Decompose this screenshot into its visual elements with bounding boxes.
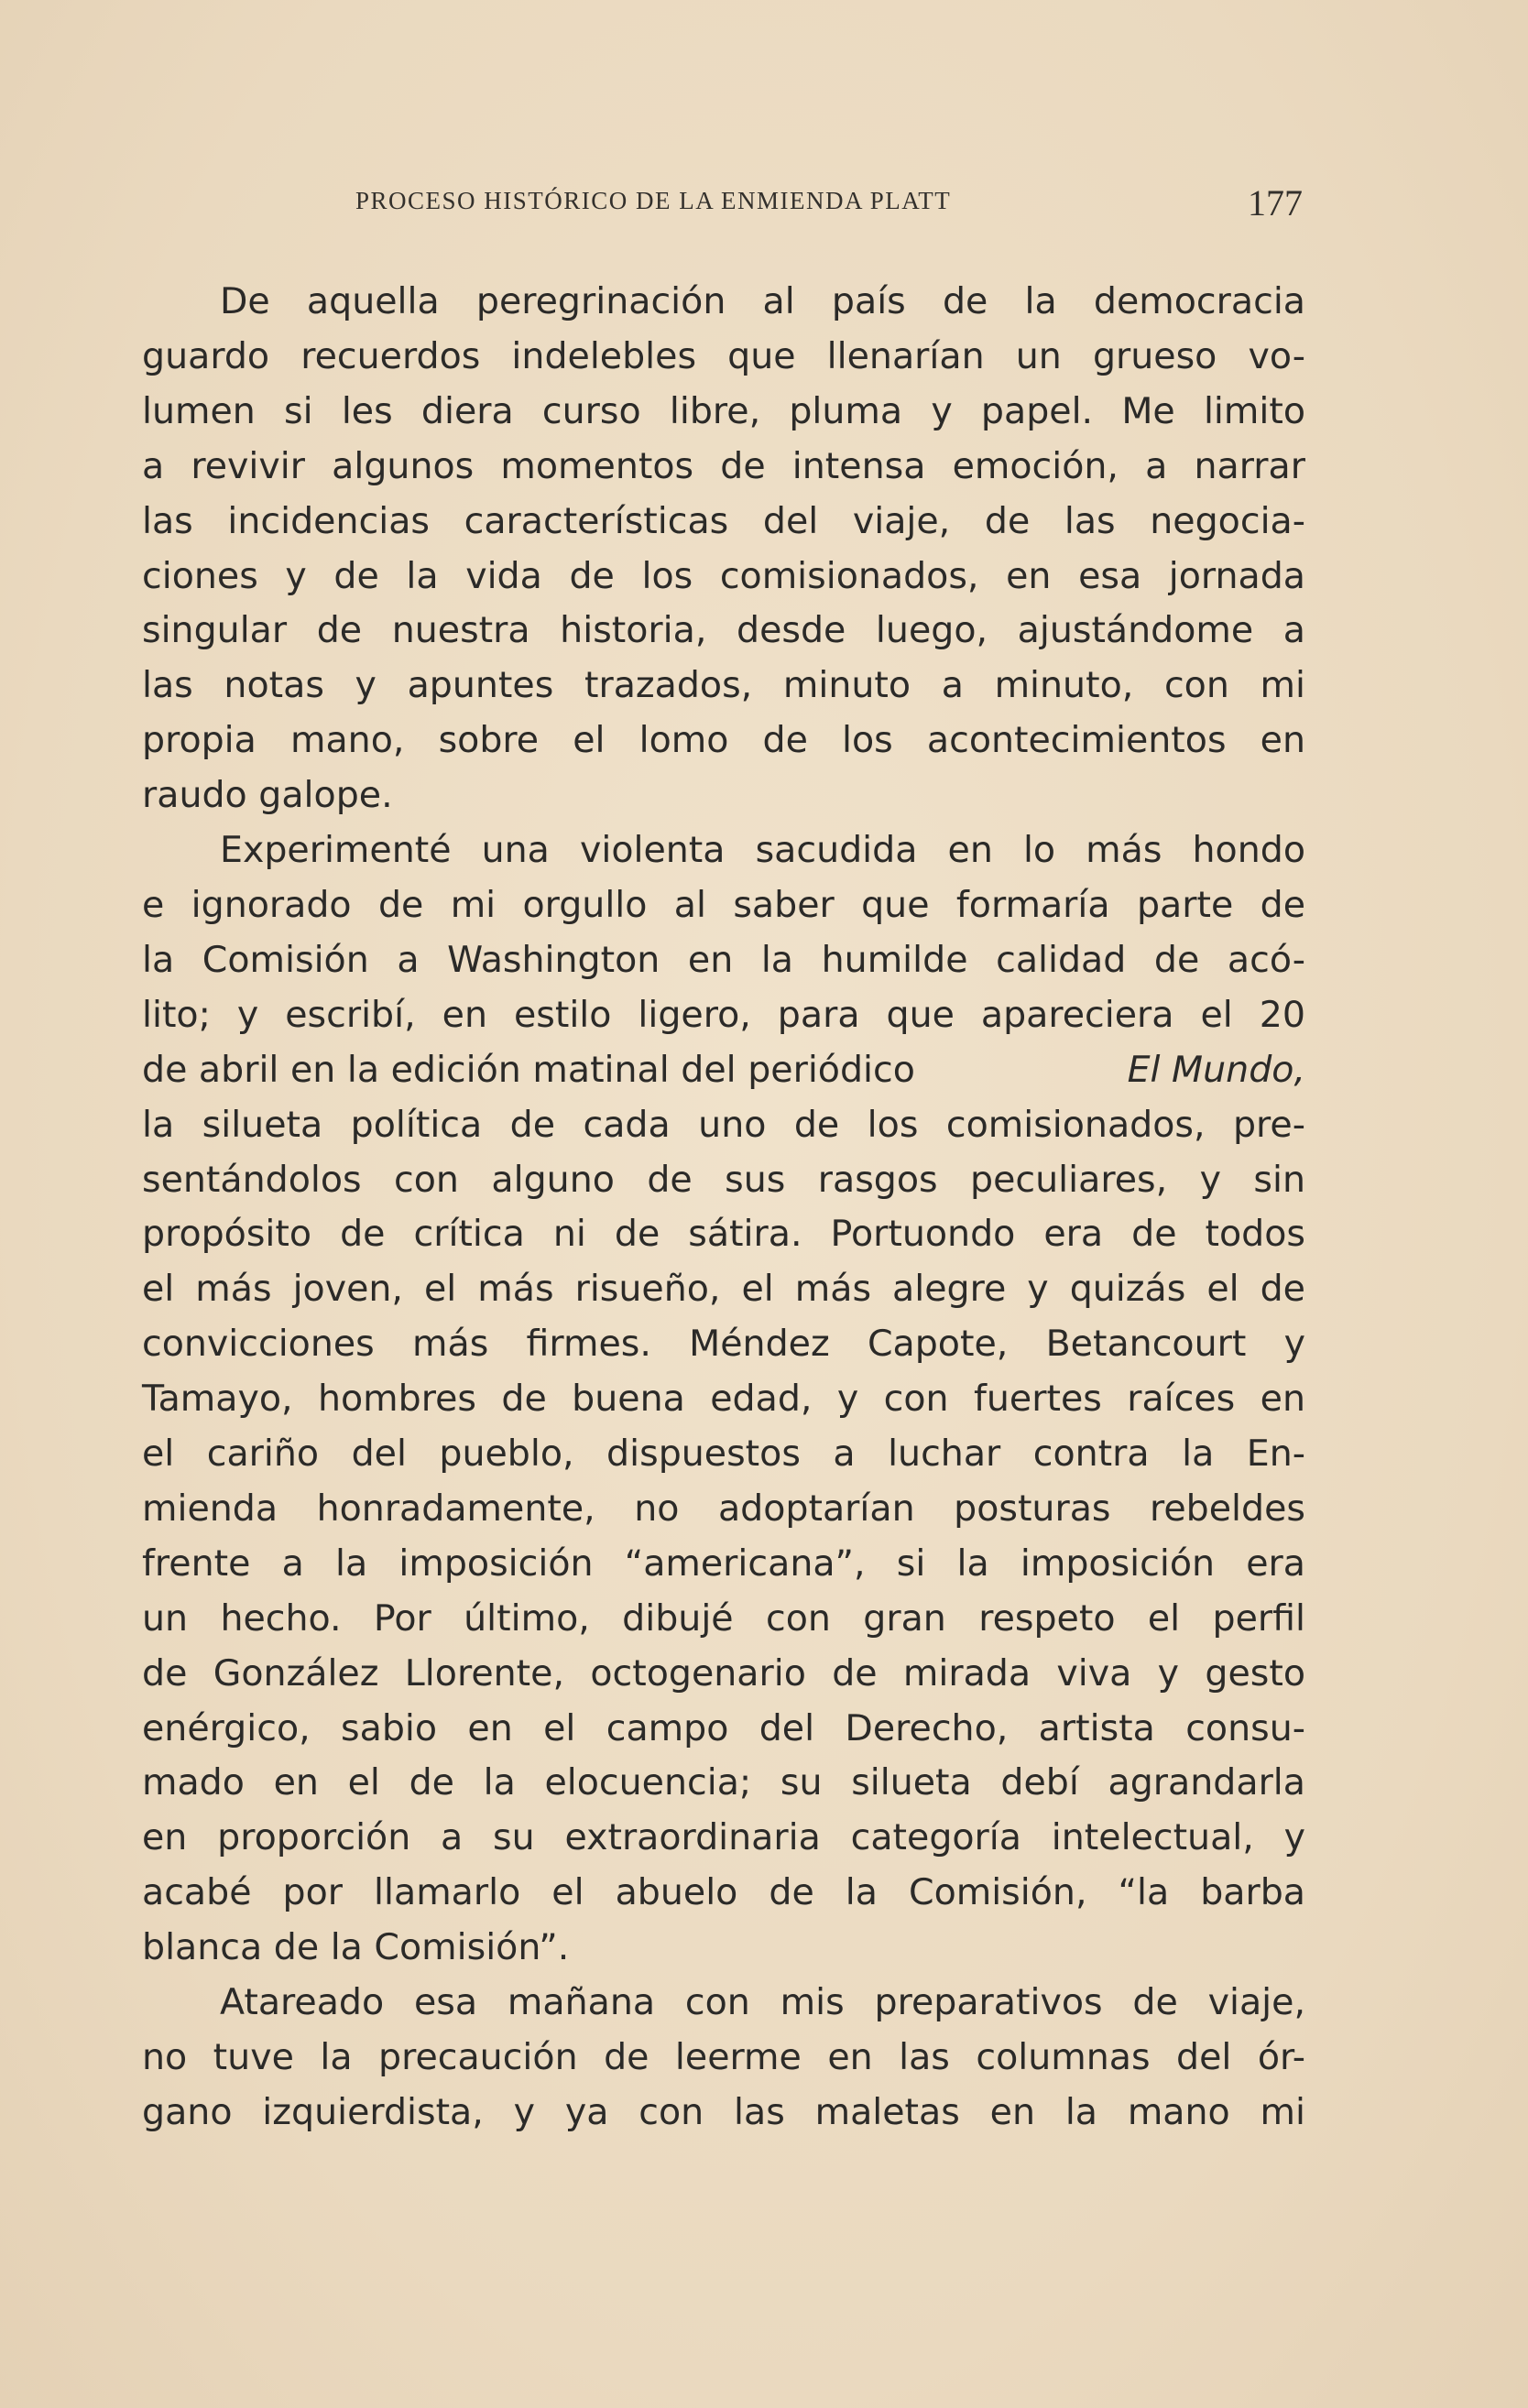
- text-line: de González Llorente, octogenario de mirada viva y gesto: [142, 1651, 1305, 1694]
- text-line: lito; y escribí, en estilo ligero, para que apareciera el 20: [142, 993, 1305, 1036]
- text-line: propósito de crítica ni de sátira. Portuondo era de todos: [142, 1213, 1305, 1256]
- text-line: gano izquierdista, y ya con las maletas en la mano mi: [142, 2090, 1305, 2133]
- text-line: a revivir algunos momentos de intensa emoción, a narrar: [142, 444, 1305, 487]
- text-line: no tuve la precaución de leerme en las columnas del ór-: [142, 2036, 1305, 2078]
- text-line: sentándolos con alguno de sus rasgos peculiares, y sin: [142, 1158, 1305, 1201]
- text-line: un hecho. Por último, dibujé con gran respeto el perfil: [142, 1596, 1305, 1640]
- text-line: la Comisión a Washington en la humilde calidad de acó-: [142, 938, 1305, 981]
- text-line: en proporción a su extraordinaria categoría intelectual, y: [142, 1816, 1305, 1859]
- text-line: Tamayo, hombres de buena edad, y con fuertes raíces en: [142, 1378, 1305, 1421]
- text-line: el más joven, el más risueño, el más alegre y quizás el de: [142, 1268, 1305, 1311]
- text-line: e ignorado de mi orgullo al saber que formaría parte de: [142, 883, 1305, 926]
- text-line: blanca de la Comisión”.: [142, 1926, 570, 1969]
- text-line: acabé por llamarlo el abuelo de la Comisión, “la barba: [142, 1871, 1305, 1914]
- text-line: mado en el de la elocuencia; su silueta debí agrandarla: [142, 1761, 1305, 1804]
- text-line: Experimenté una violenta sacudida en lo más hondo: [220, 829, 1305, 872]
- text-line: frente a la imposición “americana”, si la imposición era: [142, 1542, 1305, 1585]
- text-line: raudo galope.: [142, 774, 393, 817]
- text-line: lumen si les diera curso libre, pluma y papel. Me limito: [142, 389, 1305, 432]
- text-line: el cariño del pueblo, dispuestos a luchar contra la En-: [142, 1433, 1305, 1476]
- running-header: [142, 181, 1305, 227]
- text-line: singular de nuestra historia, desde luego, ajustándome a: [142, 609, 1305, 652]
- text-line: [142, 1043, 1305, 1098]
- text-line: mienda honradamente, no adoptarían posturas rebeldes: [142, 1487, 1305, 1530]
- paragraph: [142, 823, 1305, 1976]
- body-text: [142, 275, 1305, 2141]
- text-line: Atareado esa mañana con mis preparativos de viaje,: [220, 1981, 1305, 2024]
- page-number: 177: [1248, 182, 1303, 223]
- text-line: ciones y de la vida de los comisionados, en esa jornada: [142, 554, 1305, 597]
- paragraph: [142, 275, 1305, 823]
- paragraph: [142, 1976, 1305, 2141]
- text-line: la silueta política de cada uno de los comisionados, pre-: [142, 1103, 1305, 1146]
- text-line: guardo recuerdos indelebles que llenarían un grueso vo-: [142, 334, 1305, 377]
- periodical-title: El Mundo,: [1127, 1048, 1305, 1091]
- text-line-segment: de abril en la edición matinal del periódico: [142, 1048, 915, 1091]
- text-line: propia mano, sobre el lomo de los acontecimientos en: [142, 719, 1305, 762]
- text-line: las incidencias características del viaje, de las negocia-: [142, 499, 1305, 542]
- text-line: enérgico, sabio en el campo del Derecho, artista consu-: [142, 1706, 1305, 1749]
- text-line: De aquella peregrinación al país de la democracia: [220, 280, 1305, 322]
- text-line: las notas y apuntes trazados, minuto a minuto, con mi: [142, 664, 1305, 707]
- running-title: PROCESO HISTÓRICO DE LA ENMIENDA PLATT: [355, 187, 952, 214]
- text-line: convicciones más firmes. Méndez Capote, Betancourt y: [142, 1323, 1305, 1366]
